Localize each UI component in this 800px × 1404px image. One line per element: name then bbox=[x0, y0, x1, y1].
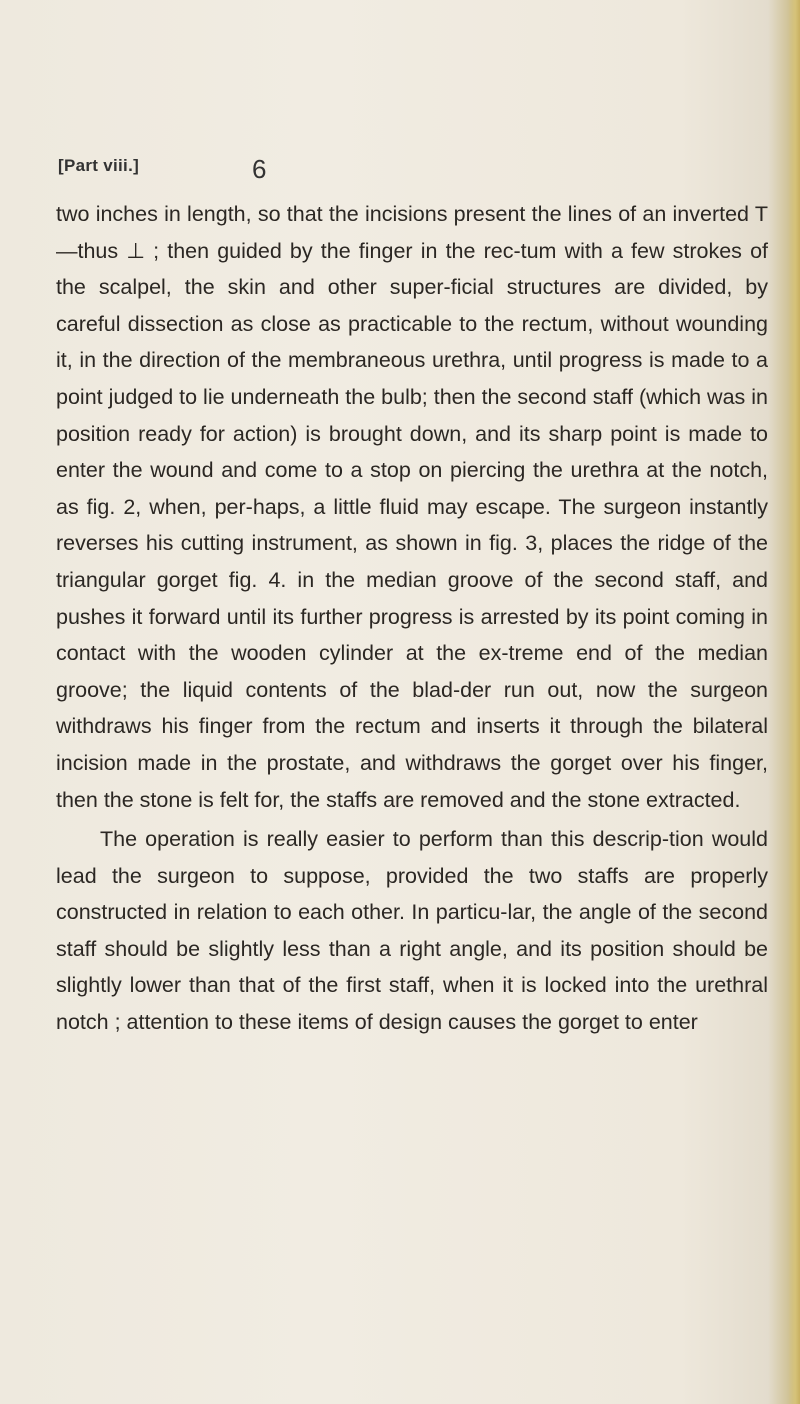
part-label: [Part viii.] bbox=[58, 156, 140, 175]
paragraph-1: two inches in length, so that the incisions present the lines of an inverted T—thus ⊥ ; then guided by the finger in the rec-tum with a few strokes of the scalpel, the skin and other super-ficial structures are divided, by careful dissection as close as practicable to the rectum, without wounding it, in the direction of the membraneous urethra, until progress is made to a point judged to lie underneath the bulb; then the second staff (which was in position ready for action) is brought down, and its sharp point is made to enter the wound and come to a stop on piercing the urethra at the notch, as fig. 2, when, per-haps, a little fluid may escape. The surgeon instantly reverses his cutting instrument, as shown in fig. 3, places the ridge of the triangular gorget fig. 4. in the median groove of the second staff, and pushes it forward until its further progress is arrested by its point coming in contact with the wooden cylinder at the ex-treme end of the median groove; the liquid contents of the blad-der run out, now the surgeon withdraws his finger from the rectum and inserts it through the bilateral incision made in the prostate, and withdraws the gorget over his finger, then the stone is felt for, the staffs are removed and the stone extracted. bbox=[56, 202, 768, 812]
body-text bbox=[56, 196, 768, 1041]
page-header bbox=[58, 150, 758, 190]
page-number: 6 bbox=[252, 154, 267, 184]
page-edge bbox=[788, 0, 800, 1404]
paragraph-2: The operation is really easier to perform than this descrip-tion would lead the surgeon to suppose, provided the two staffs are properly constructed in relation to each other. In particu-lar, the angle of the second staff should be slightly less than a right angle, and its position should be slightly lower than that of the first staff, when it is locked into the urethral notch ; attention to these items of design causes the gorget to enter bbox=[56, 827, 768, 1035]
